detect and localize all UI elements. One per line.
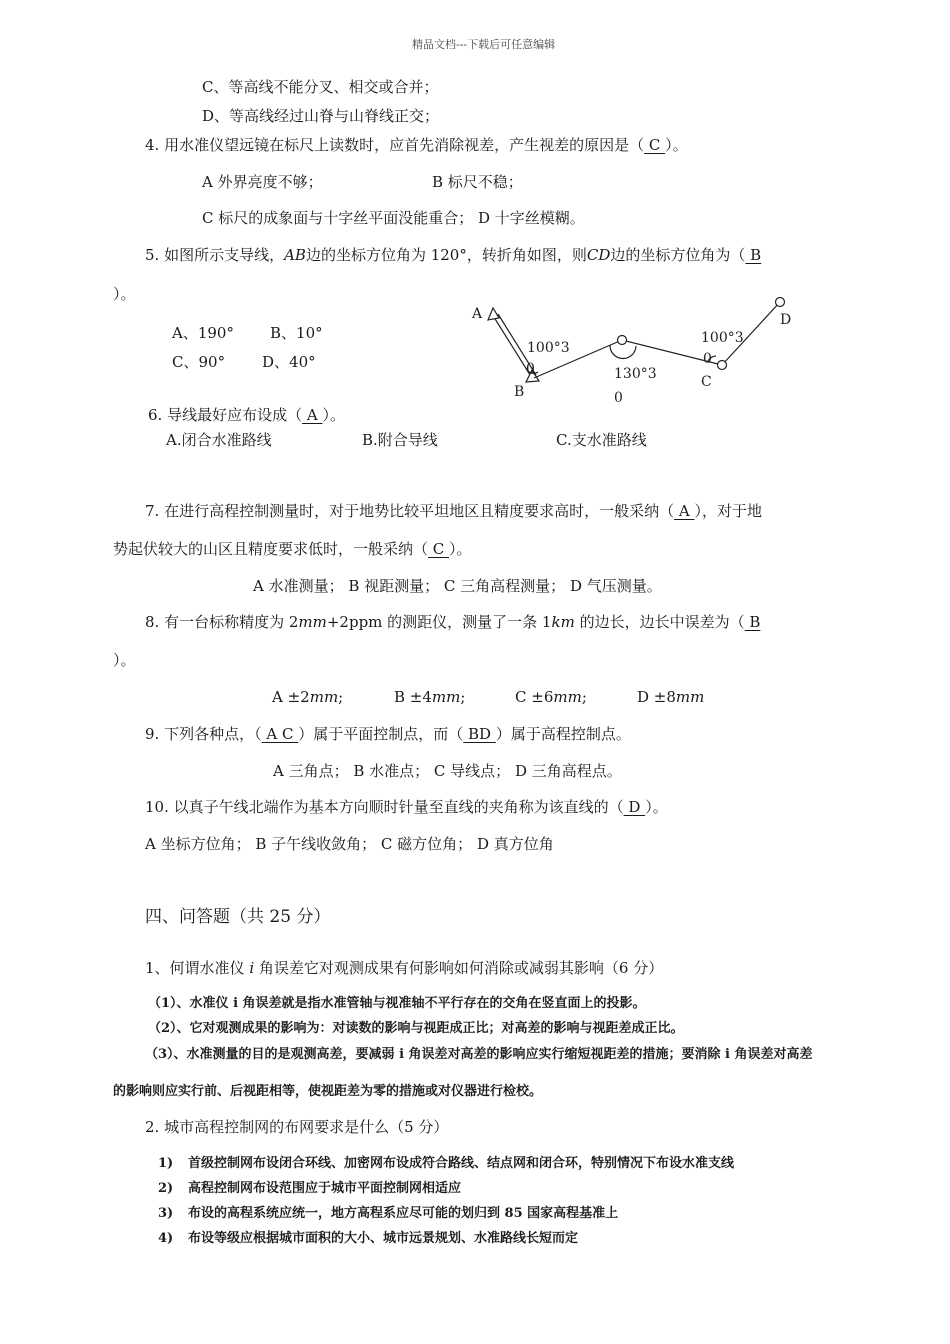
q4-option-a: A 外界亮度不够； bbox=[202, 173, 323, 191]
q5-option-d: D、40° bbox=[262, 353, 316, 371]
list-item-number: 3) bbox=[158, 1206, 174, 1221]
q8-option-b: B ±4mm; bbox=[394, 688, 466, 706]
q8-answer: B bbox=[744, 613, 761, 631]
q7-options: A 水准测量； B 视距测量； C 三角高程测量； D 气压测量。 bbox=[253, 577, 662, 595]
q3-option-d: D、等高线经过山脊与山脊线正交； bbox=[202, 107, 440, 125]
q10-answer: D bbox=[623, 798, 646, 816]
list-item: 布设的高程系统应统一，地方高程系应尽可能的划归到 85 国家高程基准上 bbox=[188, 1206, 619, 1221]
q5-option-b: B、10° bbox=[270, 324, 323, 342]
essay-q1: 1、何谓水准仪 i 角误差它对观测成果有何影响如何消除或减弱其影响（6 分） bbox=[145, 959, 664, 977]
q5-option-a: A、190° bbox=[172, 324, 234, 342]
angle-label-mid: 130°3 bbox=[614, 366, 657, 382]
q6-answer: A bbox=[302, 406, 323, 424]
angle-label-c: 100°3 bbox=[701, 330, 744, 346]
q4-stem: 4. 用水准仪望远镜在标尺上读数时，应首先消除视差，产生视差的原因是（ C ）。 bbox=[145, 136, 688, 154]
label-a: A bbox=[472, 306, 483, 322]
traverse-figure bbox=[460, 290, 810, 420]
q8-option-a: A ±2mm; bbox=[272, 688, 344, 706]
essay-q2: 2. 城市高程控制网的布网要求是什么（5 分） bbox=[145, 1118, 449, 1136]
angle-label-b-digit: 0 bbox=[526, 361, 535, 377]
section-title: 四、问答题（共 25 分） bbox=[145, 907, 331, 927]
list-item-number: 4) bbox=[158, 1231, 174, 1246]
essay-answer-3b: 的影响则应实行前、后视距相等，使视距差为零的措施或对仪器进行检校。 bbox=[113, 1084, 543, 1099]
q7-answer-2: C bbox=[428, 540, 450, 558]
list-item-number: 2) bbox=[158, 1181, 174, 1196]
q6-stem: 6. 导线最好应布设成（ A ）。 bbox=[148, 406, 345, 424]
point-d-marker bbox=[776, 298, 785, 307]
q5-stem: 5. 如图所示支导线，AB边的坐标方位角为 120°，转折角如图，则CD边的坐标方位角为（ B bbox=[145, 246, 762, 264]
page-header: 精品文档---下载后可任意编辑 bbox=[412, 38, 556, 51]
q7-answer-1: A bbox=[674, 502, 695, 520]
point-c-marker bbox=[718, 361, 727, 370]
point-mid-marker bbox=[618, 336, 627, 345]
q4-option-cd: C 标尺的成象面与十字丝平面没能重合； D 十字丝模糊。 bbox=[202, 209, 585, 227]
point-a-marker bbox=[488, 308, 499, 320]
label-b: B bbox=[514, 384, 525, 400]
list-item: 高程控制网布设范围应于城市平面控制网相适应 bbox=[188, 1181, 462, 1196]
q7-stem-line2: 势起伏较大的山区且精度要求低时，一般采纳（ C ）。 bbox=[113, 540, 472, 558]
q6-option-c: C.支水准路线 bbox=[556, 431, 647, 449]
q5-option-c: C、90° bbox=[172, 353, 226, 371]
q9-answer-2: BD bbox=[463, 725, 496, 743]
q9-stem: 9. 下列各种点，（ A C ）属于平面控制点，而（ BD ）属于高程控制点。 bbox=[145, 725, 631, 743]
q7-stem: 7. 在进行高程控制测量时，对于地势比较平坦地区且精度要求高时，一般采纳（ A ），对于地 bbox=[145, 502, 762, 520]
q8-stem: 8. 有一台标称精度为 2mm+2ppm 的测距仪，测量了一条 1km 的边长，边长中误差为（ B bbox=[145, 613, 761, 631]
q4-answer: C bbox=[644, 136, 666, 154]
list-item-number: 1) bbox=[158, 1156, 174, 1171]
label-c: C bbox=[701, 374, 712, 390]
angle-label-c-digit: 0 bbox=[703, 351, 712, 367]
list-item: 首级控制网布设闭合环线、加密网布设成符合路线、结点网和闭合环，特别情况下布设水准支线 bbox=[188, 1156, 735, 1171]
q10-options: A 坐标方位角； B 子午线收敛角； C 磁方位角； D 真方位角 bbox=[145, 835, 554, 853]
q5-stem-end: ）。 bbox=[113, 285, 136, 303]
q10-stem: 10. 以真子午线北端作为基本方向顺时针量至直线的夹角称为该直线的（ D ）。 bbox=[145, 798, 668, 816]
angle-label-mid-digit: 0 bbox=[614, 390, 623, 406]
q3-option-c: C、等高线不能分叉、相交或合并； bbox=[202, 78, 439, 96]
essay-answer-3a: （3）、水准测量的目的是观测高差，要减弱 i 角误差对高差的影响应实行缩短视距差的措施；要消除 i 角误差对高差 bbox=[145, 1047, 813, 1062]
q5-answer: B bbox=[745, 246, 762, 264]
essay-answer-2: （2）、它对观测成果的影响为：对读数的影响与视距成正比；对高差的影响与视距差成正比。 bbox=[148, 1021, 684, 1036]
q9-options: A 三角点； B 水准点； C 导线点； D 三角高程点。 bbox=[273, 762, 622, 780]
label-d: D bbox=[780, 312, 792, 328]
q6-option-a: A.闭合水准路线 bbox=[166, 431, 272, 449]
angle-arc-mid bbox=[610, 345, 636, 359]
q6-option-b: B.附合导线 bbox=[362, 431, 438, 449]
list-item: 布设等级应根据城市面积的大小、城市远景规划、水准路线长短而定 bbox=[188, 1231, 579, 1246]
q8-option-d: D ±8mm bbox=[637, 688, 705, 706]
angle-label-b: 100°3 bbox=[527, 340, 570, 356]
q8-option-c: C ±6mm; bbox=[515, 688, 587, 706]
q9-answer-1: A C bbox=[261, 725, 299, 743]
essay-answer-1: （1）、水准仪 i 角误差就是指水准管轴与视准轴不平行存在的交角在竖直面上的投影。 bbox=[148, 996, 646, 1011]
q8-stem-end: ）。 bbox=[113, 651, 136, 669]
q4-option-b: B 标尺不稳； bbox=[432, 173, 523, 191]
